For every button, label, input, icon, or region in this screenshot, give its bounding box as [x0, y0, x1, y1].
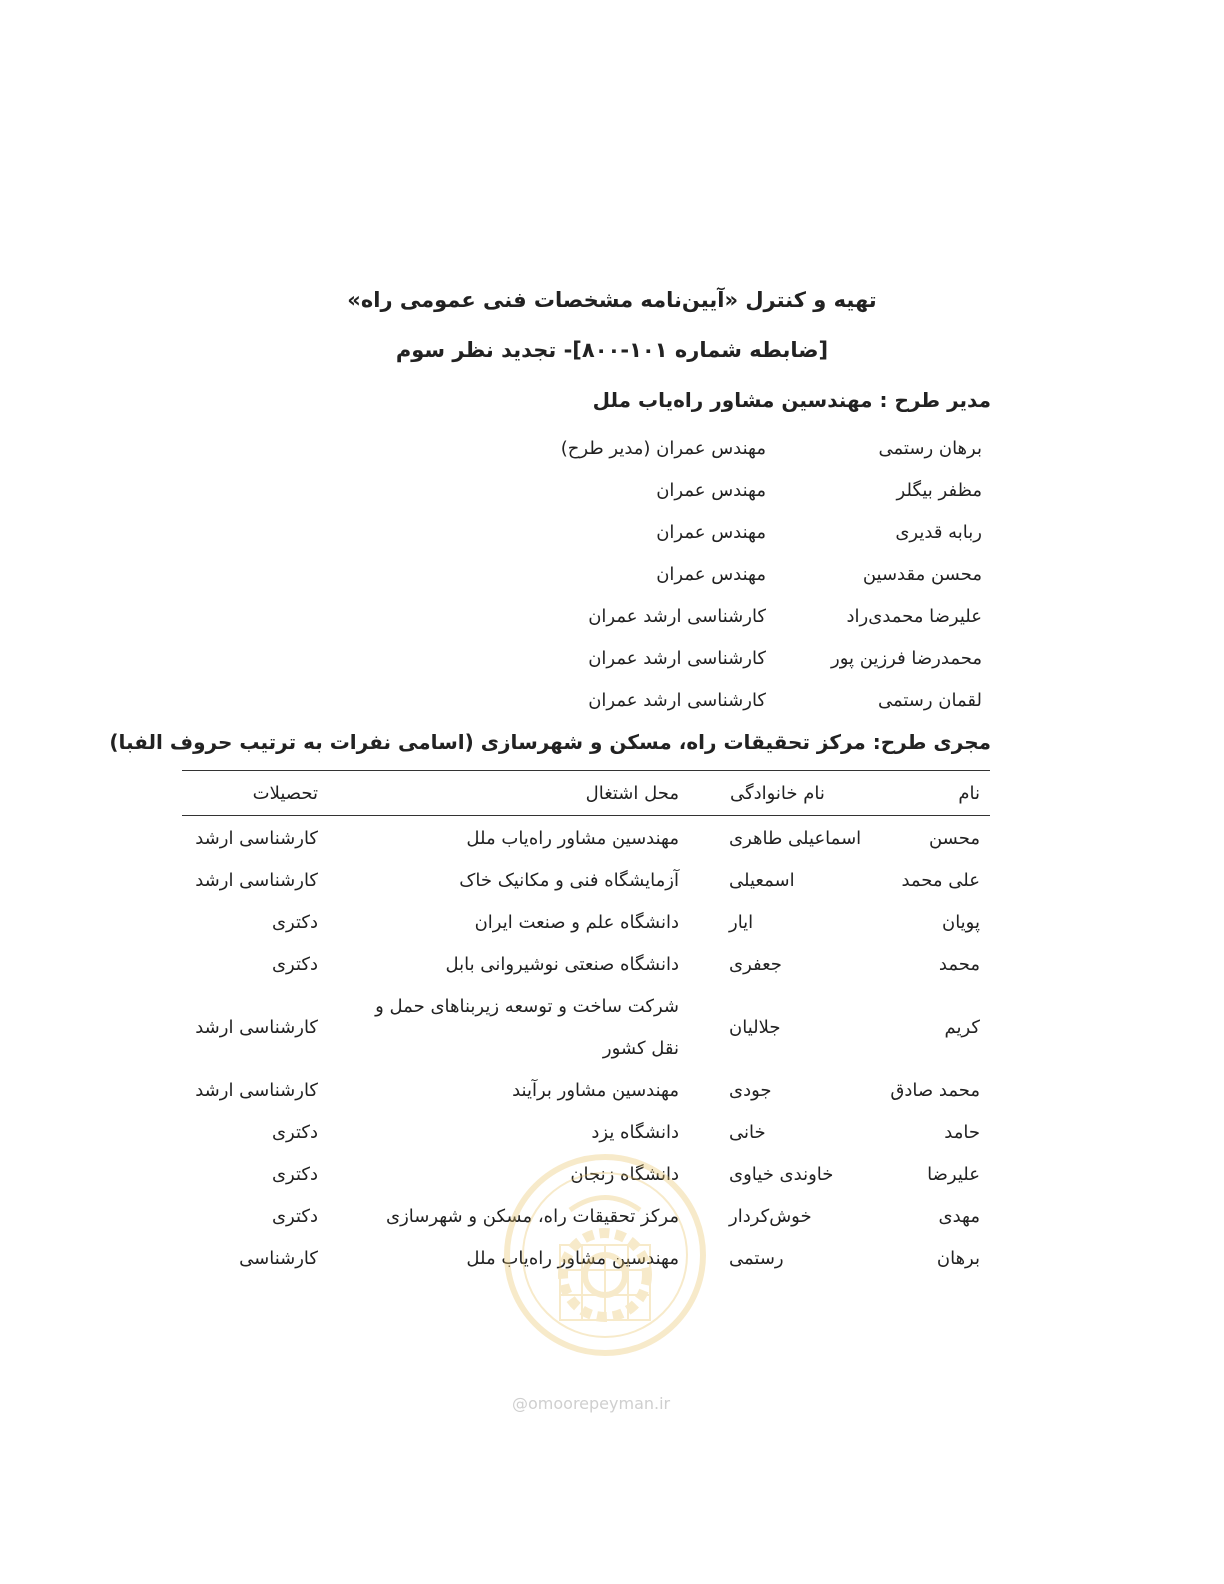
cell-first-name: مهدی [938, 1206, 980, 1227]
cell-education: کارشناسی ارشد [195, 828, 318, 849]
table-row [182, 816, 990, 861]
cell-last-name: جعفری [729, 954, 782, 975]
table-row [182, 902, 990, 944]
cell-education: کارشناسی ارشد [195, 1017, 318, 1038]
cell-first-name: محمد صادق [890, 1080, 980, 1101]
cell-first-name: حامد [944, 1122, 980, 1143]
team-member-name: مظفر بیگلر [896, 480, 982, 501]
column-header-workplace: محل اشتغال [348, 771, 729, 816]
table-row [182, 860, 990, 902]
cell-workplace: دانشگاه صنعتی نوشیروانی بابل [445, 954, 679, 975]
cell-workplace: آزمایشگاه فنی و مکانیک خاک [459, 870, 679, 891]
cell-first-name: پویان [941, 912, 980, 933]
gear-seal-logo-icon [500, 1150, 710, 1360]
team-member-role: مهندس عمران [656, 564, 766, 585]
cell-first-name: علی محمد [901, 870, 980, 891]
cell-last-name: رستمی [729, 1248, 784, 1269]
table-row [182, 1112, 990, 1154]
cell-last-name: خانی [729, 1122, 766, 1143]
team-member-name: برهان رستمی [878, 438, 982, 459]
watermark-site-text: @omoorepeyman.ir [512, 1394, 671, 1413]
cell-last-name: جلالیان [729, 1017, 781, 1038]
cell-workplace: مهندسین مشاور راه‌یاب ملل [466, 828, 679, 849]
table-row [182, 944, 990, 986]
team-member-role: مهندس عمران [656, 522, 766, 543]
cell-first-name: محسن [928, 828, 980, 849]
cell-education: کارشناسی ارشد [195, 1080, 318, 1101]
team-member-role: مهندس عمران (مدیر طرح) [560, 438, 766, 459]
cell-workplace: دانشگاه علم و صنعت ایران [474, 912, 679, 933]
cell-first-name: محمد [938, 954, 980, 975]
team-member-name: لقمان رستمی [877, 690, 982, 711]
cell-first-name: علیرضا [927, 1164, 980, 1185]
column-header-first-name: نام [881, 771, 990, 816]
cell-last-name: اسمعیلی [729, 870, 795, 891]
manager-team-list [562, 428, 982, 722]
cell-last-name: اسماعیلی طاهری [729, 828, 862, 849]
document-subtitle: [ضابطه شماره ۱۰۱-۸۰۰]- تجدید نظر سوم [395, 338, 829, 362]
cell-workplace: مهندسین مشاور برآیند [512, 1080, 679, 1101]
team-member-row [562, 554, 982, 596]
cell-workplace: شرکت ساخت و توسعه زیربناهای حمل و نقل کشور [375, 996, 679, 1059]
cell-workplace: مهندسین مشاور راه‌یاب ملل [466, 1248, 679, 1269]
cell-workplace: دانشگاه یزد [591, 1122, 679, 1143]
cell-education: کارشناسی [239, 1248, 318, 1269]
executor-heading: مجری طرح: مرکز تحقیقات راه، مسکن و شهرسازی (اسامی نفرات به ترتیب حروف الفبا) [109, 730, 991, 754]
team-member-role: کارشناسی ارشد عمران [588, 606, 766, 627]
team-member-name: ربابه قدیری [895, 522, 982, 543]
cell-education: دکتری [271, 954, 318, 975]
table-row [182, 986, 990, 1070]
cell-education: دکتری [271, 1164, 318, 1185]
cell-last-name: ایار [729, 912, 754, 933]
team-member-role: کارشناسی ارشد عمران [588, 648, 766, 669]
table-row [182, 1070, 990, 1112]
cell-last-name: جودی [729, 1080, 772, 1101]
team-member-row [562, 596, 982, 638]
team-member-name: علیرضا محمدی‌راد [846, 606, 982, 627]
cell-education: دکتری [271, 912, 318, 933]
cell-last-name: خوش‌کردار [729, 1206, 812, 1227]
team-member-row [562, 638, 982, 680]
cell-education: کارشناسی ارشد [195, 870, 318, 891]
cell-last-name: خاوندی خیاوی [729, 1164, 834, 1185]
team-member-name: محسن مقدسین [862, 564, 982, 585]
team-member-role: مهندس عمران [656, 480, 766, 501]
cell-education: دکتری [271, 1206, 318, 1227]
manager-heading: مدیر طرح : مهندسین مشاور راه‌یاب ملل [592, 388, 991, 412]
team-member-row [562, 512, 982, 554]
team-member-row [562, 428, 982, 470]
column-header-education: تحصیلات [182, 771, 348, 816]
team-member-name: محمدرضا فرزین پور [831, 648, 982, 669]
team-member-row [562, 680, 982, 722]
cell-education: دکتری [271, 1122, 318, 1143]
column-header-last-name: نام خانوادگی [729, 771, 881, 816]
team-member-row [562, 470, 982, 512]
cell-first-name: کریم [944, 1017, 980, 1038]
table-header-row [182, 771, 990, 816]
cell-workplace: مرکز تحقیقات راه، مسکن و شهرسازی [385, 1206, 679, 1227]
cell-first-name: برهان [936, 1248, 980, 1269]
cell-workplace: دانشگاه زنجان [570, 1164, 679, 1185]
team-member-role: کارشناسی ارشد عمران [588, 690, 766, 711]
document-title: تهیه و کنترل «آیین‌نامه مشخصات فنی عمومی راه» [347, 288, 877, 312]
